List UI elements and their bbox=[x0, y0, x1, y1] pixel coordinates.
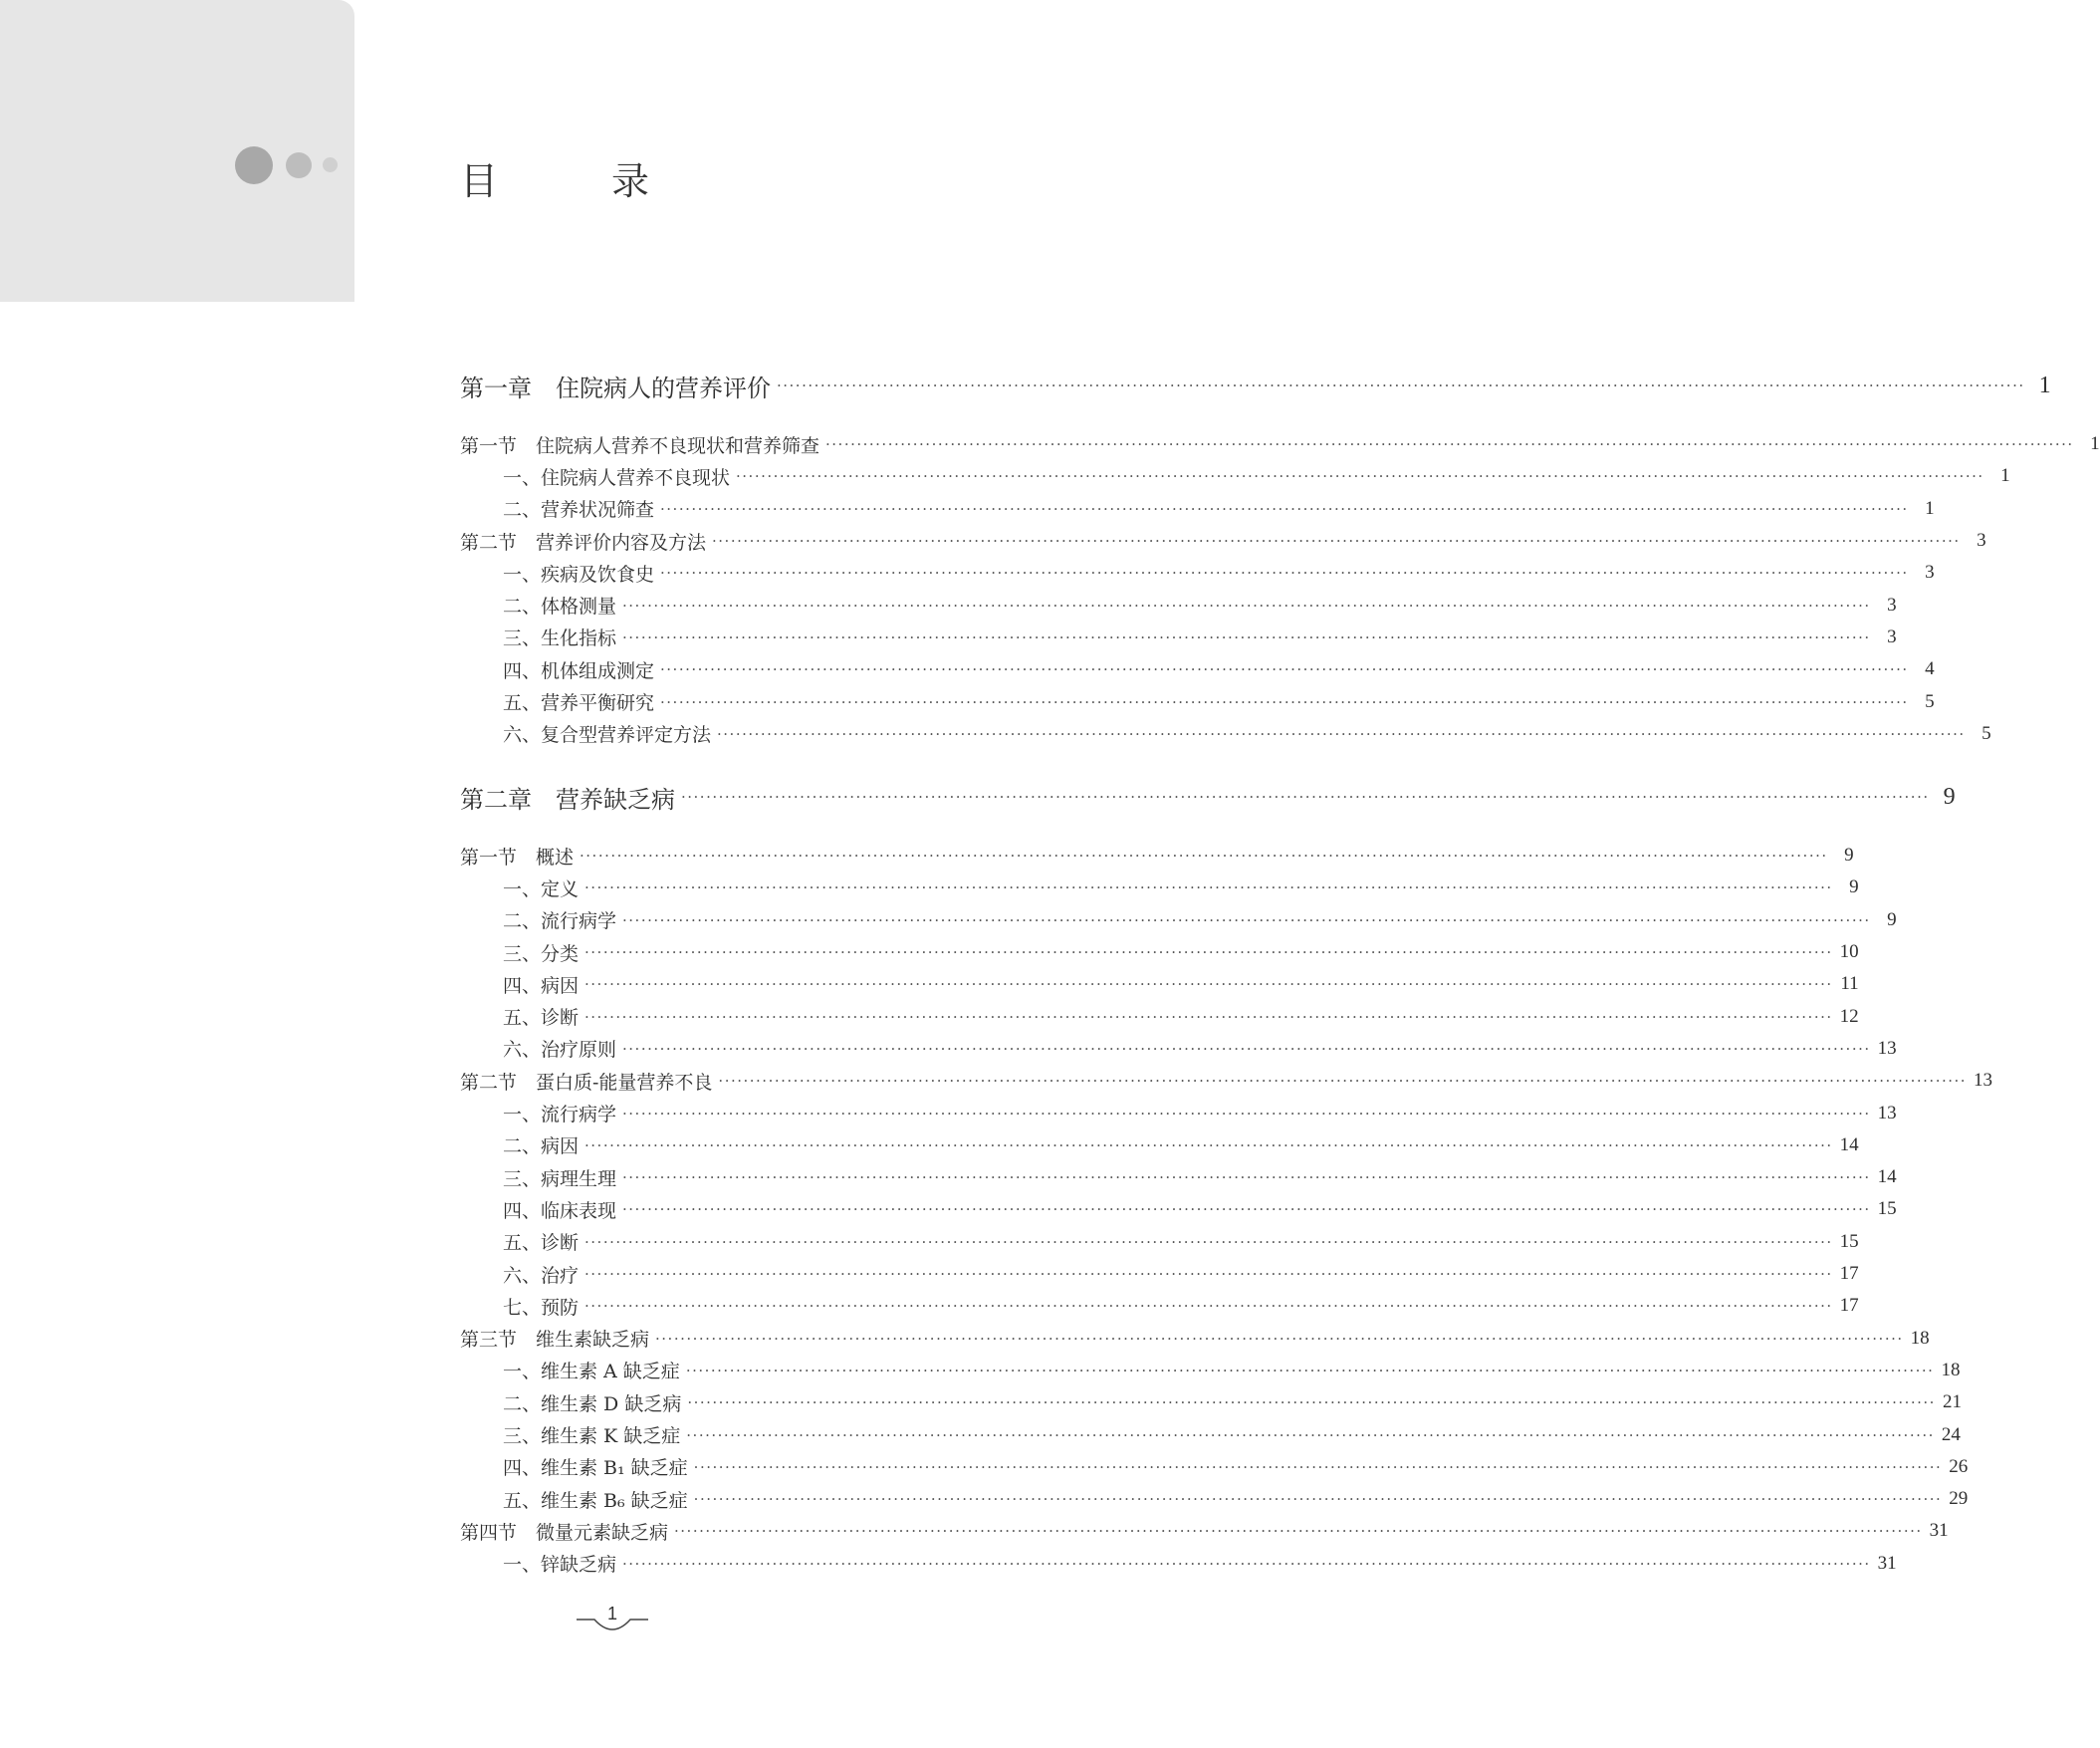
toc-page-number: 24 bbox=[1941, 1423, 1961, 1445]
toc-section-row[interactable] bbox=[460, 525, 1986, 557]
toc-leader-dots: ········································································································································································································ bbox=[655, 1329, 1904, 1348]
toc-entry-label: 第二章 营养缺乏病 bbox=[460, 785, 675, 814]
toc-page-number: 9 bbox=[1943, 783, 1956, 810]
toc-page-number: 3 bbox=[1977, 530, 1986, 552]
toc-item-row[interactable] bbox=[503, 1033, 1897, 1065]
toc-item-row[interactable] bbox=[503, 1193, 1897, 1225]
toc-leader-dots: ········································································································································································································ bbox=[660, 499, 1909, 518]
toc-leader-dots: ········································································································································································································ bbox=[717, 724, 1966, 743]
toc-item-row[interactable] bbox=[503, 1418, 1961, 1450]
toc-entry-label: 四、机体组成测定 bbox=[503, 659, 655, 682]
toc-page-number: 9 bbox=[1844, 845, 1854, 867]
toc-leader-dots: ········································································································································································································ bbox=[622, 1104, 1871, 1123]
toc-item-row[interactable] bbox=[503, 1129, 1859, 1161]
toc-item-row[interactable] bbox=[503, 1290, 1859, 1322]
toc-leader-dots: ········································································································································································································ bbox=[712, 532, 1961, 551]
toc-leader-dots: ········································································································································································································ bbox=[584, 878, 1833, 897]
toc-item-row[interactable] bbox=[503, 493, 1935, 525]
toc-item-row[interactable] bbox=[503, 653, 1935, 685]
toc-entry-label: 第一章 住院病人的营养评价 bbox=[460, 374, 771, 402]
toc-leader-dots: ········································································································································································································ bbox=[777, 376, 2025, 394]
toc-item-row[interactable] bbox=[503, 718, 1991, 750]
toc-entry-label: 五、诊断 bbox=[503, 1007, 580, 1030]
toc-leader-dots: ········································································································································································································ bbox=[693, 1490, 1943, 1509]
toc-section-row[interactable] bbox=[460, 1323, 1930, 1355]
toc-leader-dots: ········································································································································································································ bbox=[622, 596, 1871, 615]
toc-entry-label: 二、流行病学 bbox=[503, 910, 617, 933]
toc-page-number: 29 bbox=[1949, 1488, 1969, 1510]
toc-item-row[interactable] bbox=[503, 968, 1859, 1000]
toc-item-row[interactable] bbox=[503, 1258, 1859, 1290]
toc-item-row[interactable] bbox=[503, 1548, 1897, 1580]
toc-entry-label: 一、定义 bbox=[503, 877, 580, 900]
decorative-dot-medium bbox=[286, 152, 312, 178]
toc-item-row[interactable] bbox=[503, 1451, 1969, 1483]
toc-page-number: 1 bbox=[2000, 465, 2010, 487]
toc-leader-dots: ········································································································································································································ bbox=[674, 1522, 1923, 1541]
toc-item-row[interactable] bbox=[503, 557, 1935, 589]
toc-page-number: 3 bbox=[1887, 594, 1897, 616]
toc-entry-label: 二、体格测量 bbox=[503, 596, 617, 619]
toc-leader-dots: ········································································································································································································ bbox=[685, 1361, 1935, 1379]
header-decoration-panel bbox=[0, 0, 354, 302]
toc-page-number: 5 bbox=[1925, 690, 1935, 712]
toc-page-number: 31 bbox=[1877, 1552, 1897, 1574]
toc-leader-dots: ········································································································································································································ bbox=[622, 627, 1871, 646]
decorative-dot-small bbox=[323, 157, 338, 172]
toc-page-number: 21 bbox=[1942, 1391, 1962, 1413]
toc-leader-dots: ········································································································································································································ bbox=[660, 692, 1909, 711]
toc-entry-label: 五、诊断 bbox=[503, 1232, 580, 1255]
toc-chapter-row[interactable] bbox=[460, 367, 2051, 404]
toc-leader-dots: ········································································································································································································ bbox=[825, 435, 2074, 454]
toc-entry-label: 第一节 概述 bbox=[460, 846, 575, 869]
toc-item-row[interactable] bbox=[503, 1001, 1859, 1033]
toc-page-number: 14 bbox=[1839, 1133, 1859, 1155]
toc-page-number: 13 bbox=[1877, 1037, 1897, 1059]
toc-page-number: 5 bbox=[1982, 722, 1991, 744]
toc-item-row[interactable] bbox=[503, 872, 1859, 903]
toc-leader-dots: ········································································································································································································ bbox=[622, 910, 1871, 929]
toc-leader-dots: ········································································································································································································ bbox=[580, 847, 1828, 866]
toc-section-row[interactable] bbox=[460, 1515, 1949, 1547]
toc-leader-dots: ········································································································································································································ bbox=[736, 467, 1984, 486]
toc-page-number: 17 bbox=[1839, 1263, 1859, 1285]
toc-entry-label: 四、临床表现 bbox=[503, 1199, 617, 1222]
toc-item-row[interactable] bbox=[503, 460, 2010, 492]
toc-leader-dots: ········································································································································································································ bbox=[622, 1554, 1871, 1573]
toc-leader-dots: ········································································································································································································ bbox=[718, 1072, 1968, 1091]
toc-entry-label: 一、锌缺乏病 bbox=[503, 1554, 617, 1577]
toc-entry-label: 六、治疗 bbox=[503, 1264, 580, 1287]
toc-item-row[interactable] bbox=[503, 1161, 1897, 1193]
toc-leader-dots: ········································································································································································································ bbox=[660, 660, 1909, 679]
toc-entry-label: 五、维生素 B₆ 缺乏症 bbox=[503, 1489, 688, 1512]
toc-leader-dots: ········································································································································································································ bbox=[681, 788, 1930, 806]
toc-page-number: 1 bbox=[1925, 497, 1935, 519]
toc-entry-label: 五、营养平衡研究 bbox=[503, 692, 655, 715]
toc-page-number: 9 bbox=[1849, 876, 1859, 898]
toc-entry-label: 二、营养状况筛查 bbox=[503, 499, 655, 522]
toc-item-row[interactable] bbox=[503, 1355, 1961, 1386]
toc-entry-label: 第二节 蛋白质-能量营养不良 bbox=[460, 1071, 713, 1094]
decorative-dot-large bbox=[235, 146, 273, 184]
toc-page-number: 18 bbox=[1941, 1359, 1961, 1380]
toc-chapter-row[interactable] bbox=[460, 778, 1956, 816]
toc-entry-label: 第三节 维生素缺乏病 bbox=[460, 1329, 650, 1352]
toc-page-number: 11 bbox=[1840, 973, 1859, 995]
toc-item-row[interactable] bbox=[503, 1386, 1962, 1418]
toc-leader-dots: ········································································································································································································ bbox=[584, 1007, 1833, 1026]
toc-item-row[interactable] bbox=[503, 622, 1897, 653]
toc-entry-label: 六、复合型营养评定方法 bbox=[503, 724, 712, 747]
toc-leader-dots: ········································································································································································································ bbox=[584, 943, 1833, 962]
toc-entry-label: 三、病理生理 bbox=[503, 1167, 617, 1190]
toc-leader-dots: ········································································································································································································ bbox=[693, 1457, 1943, 1476]
toc-page-number: 13 bbox=[1974, 1070, 1993, 1092]
toc-entry-label: 第二节 营养评价内容及方法 bbox=[460, 531, 707, 554]
toc-section-row[interactable] bbox=[460, 428, 2100, 460]
toc-page-number: 4 bbox=[1925, 658, 1935, 680]
toc-leader-dots: ········································································································································································································ bbox=[660, 564, 1909, 583]
toc-item-row[interactable] bbox=[503, 1483, 1969, 1515]
toc-entry-label: 第一节 住院病人营养不良现状和营养筛查 bbox=[460, 434, 820, 457]
toc-page-number: 31 bbox=[1929, 1520, 1949, 1542]
toc-leader-dots: ········································································································································································································ bbox=[584, 1232, 1833, 1251]
toc-entry-label: 一、流行病学 bbox=[503, 1104, 617, 1126]
toc-page-number: 12 bbox=[1839, 1005, 1859, 1027]
toc-entry-label: 三、生化指标 bbox=[503, 627, 617, 650]
toc-leader-dots: ········································································································································································································ bbox=[584, 1297, 1833, 1316]
toc-leader-dots: ········································································································································································································ bbox=[687, 1393, 1936, 1412]
page-title: 目 录 bbox=[460, 159, 688, 203]
toc-leader-dots: ········································································································································································································ bbox=[622, 1200, 1871, 1219]
toc-page-number: 18 bbox=[1910, 1327, 1930, 1349]
toc-item-row[interactable] bbox=[503, 685, 1935, 717]
toc-page-number: 1 bbox=[2090, 433, 2100, 455]
toc-item-row[interactable] bbox=[503, 1226, 1859, 1258]
toc-entry-label: 四、维生素 B₁ 缺乏症 bbox=[503, 1457, 688, 1480]
toc-item-row[interactable] bbox=[503, 936, 1859, 968]
toc-page-number: 26 bbox=[1949, 1455, 1969, 1477]
toc-leader-dots: ········································································································································································································ bbox=[584, 1265, 1833, 1284]
footer-page-marker bbox=[573, 1604, 652, 1643]
toc-entry-label: 七、预防 bbox=[503, 1296, 580, 1319]
toc-entry-label: 一、维生素 A 缺乏症 bbox=[503, 1361, 680, 1383]
toc-page-number: 15 bbox=[1877, 1198, 1897, 1220]
toc-entry-label: 三、分类 bbox=[503, 942, 580, 965]
toc-page-number: 14 bbox=[1877, 1166, 1897, 1188]
toc-item-row[interactable] bbox=[503, 590, 1897, 622]
toc-page-number: 15 bbox=[1839, 1230, 1859, 1252]
toc-entry-label: 六、治疗原则 bbox=[503, 1039, 617, 1062]
toc-entry-label: 第四节 微量元素缺乏病 bbox=[460, 1521, 669, 1544]
toc-page-number: 9 bbox=[1887, 908, 1897, 930]
toc-entry-label: 二、维生素 D 缺乏病 bbox=[503, 1392, 682, 1415]
toc-item-row[interactable] bbox=[503, 1097, 1897, 1128]
toc-item-row[interactable] bbox=[503, 904, 1897, 936]
toc-leader-dots: ········································································································································································································ bbox=[622, 1039, 1871, 1058]
toc-page-number: 3 bbox=[1887, 625, 1897, 647]
toc-entry-label: 四、病因 bbox=[503, 974, 580, 997]
footer-page-number: 1 bbox=[606, 1604, 617, 1623]
toc-entry-label: 一、疾病及饮食史 bbox=[503, 563, 655, 586]
toc-leader-dots: ········································································································································································································ bbox=[584, 1135, 1833, 1154]
toc-leader-dots: ········································································································································································································ bbox=[686, 1425, 1935, 1444]
toc-page-number: 1 bbox=[2038, 372, 2051, 398]
toc-section-row[interactable] bbox=[460, 840, 1854, 872]
toc-page-number: 10 bbox=[1839, 941, 1859, 963]
toc-entry-label: 一、住院病人营养不良现状 bbox=[503, 466, 731, 489]
toc-page-number: 17 bbox=[1839, 1295, 1859, 1317]
toc-leader-dots: ········································································································································································································ bbox=[584, 975, 1833, 994]
toc-page-number: 3 bbox=[1925, 562, 1935, 584]
toc-entry-label: 二、病因 bbox=[503, 1135, 580, 1158]
toc-section-row[interactable] bbox=[460, 1065, 1993, 1097]
toc-entry-label: 三、维生素 K 缺乏症 bbox=[503, 1425, 681, 1448]
toc-leader-dots: ········································································································································································································ bbox=[622, 1168, 1871, 1187]
toc-page-number: 13 bbox=[1877, 1102, 1897, 1124]
